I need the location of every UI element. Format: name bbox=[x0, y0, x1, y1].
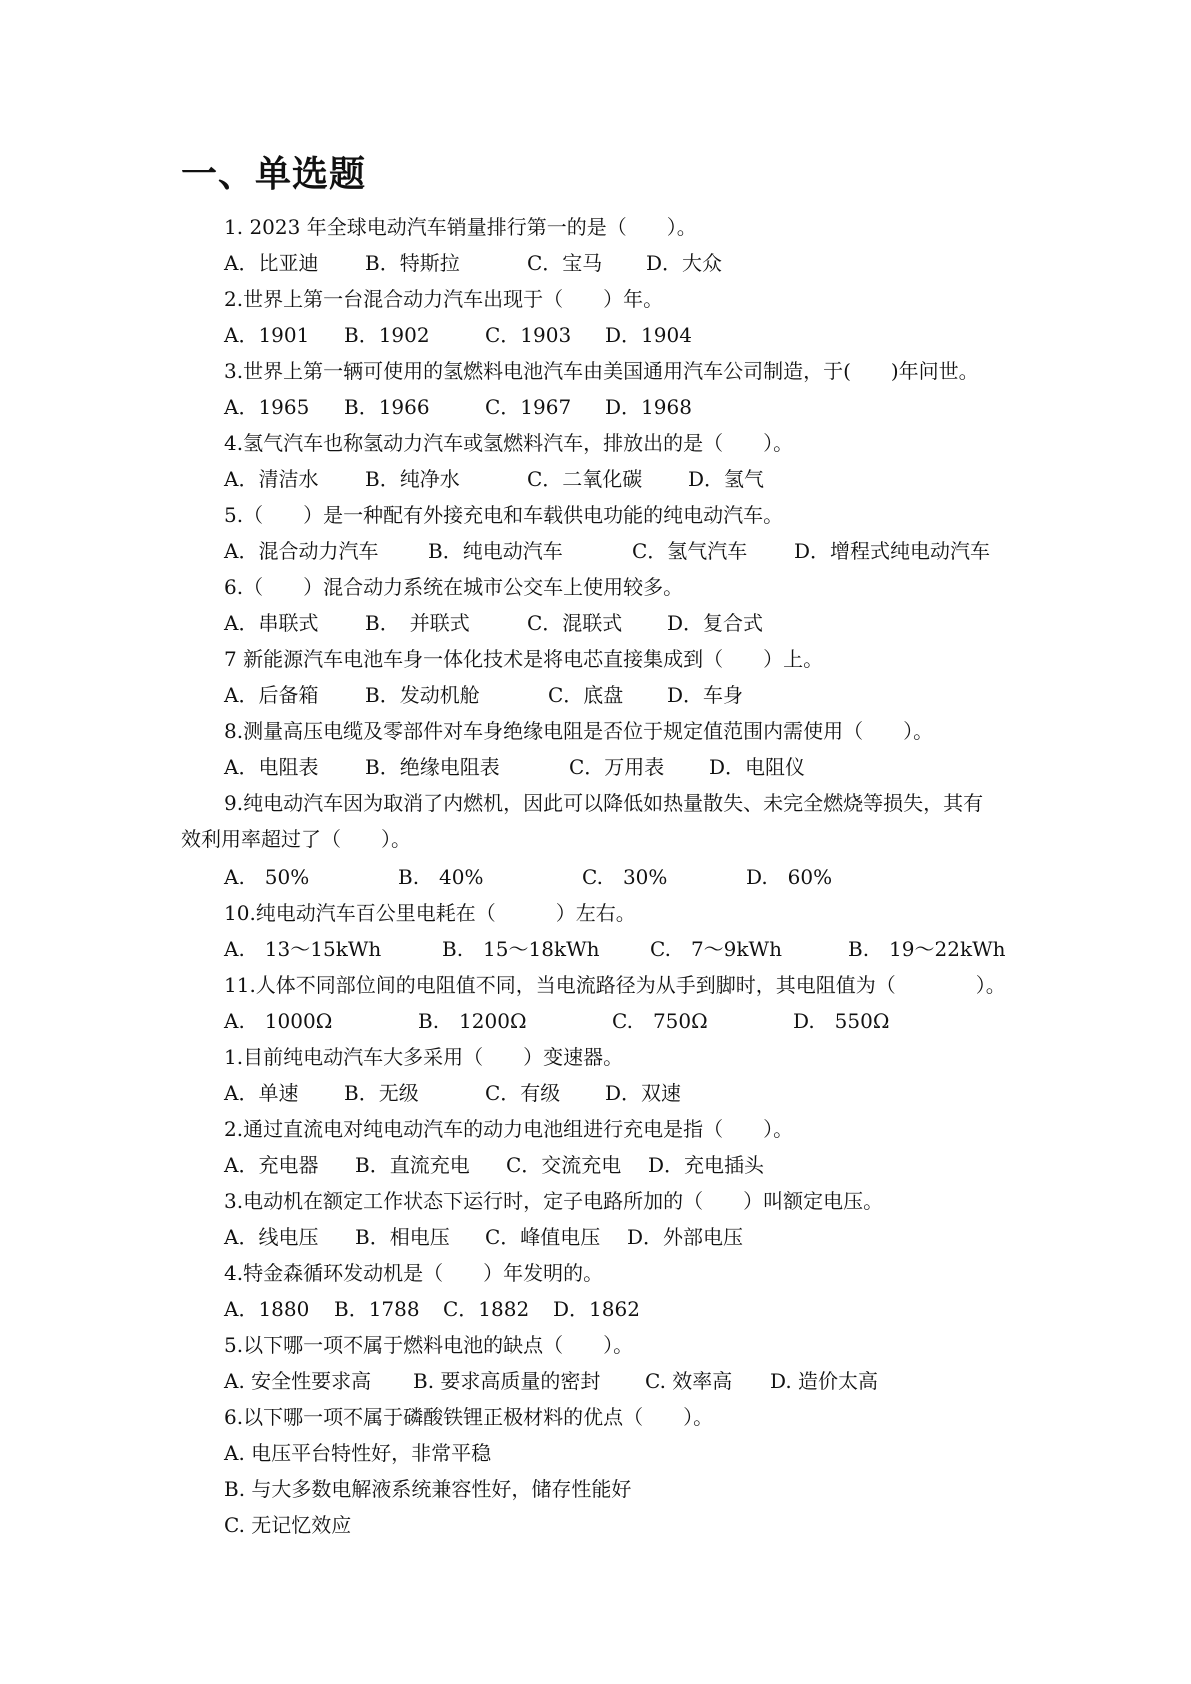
question-11-option-d: D. 550Ω bbox=[793, 1009, 890, 1033]
question-10-option-b: B. 15～18kWh bbox=[442, 937, 600, 961]
question-2-stem: 2.世界上第一台混合动力汽车出现于（ ）年。 bbox=[224, 287, 664, 311]
question-p2-option-d: D．充电插头 bbox=[648, 1153, 765, 1177]
question-6-option-c: C．混联式 bbox=[527, 611, 623, 635]
question-1-option-d: D．大众 bbox=[646, 251, 723, 275]
question-6-option-d: D．复合式 bbox=[667, 611, 764, 635]
question-p3-option-b: B．相电压 bbox=[355, 1225, 450, 1249]
question-p2-stem: 2.通过直流电对纯电动汽车的动力电池组进行充电是指（ ）。 bbox=[224, 1117, 794, 1141]
question-p4-stem: 4.特金森循环发动机是（ ）年发明的。 bbox=[224, 1261, 604, 1285]
question-10-option-d: B. 19～22kWh bbox=[848, 937, 1006, 961]
question-6-option-b: B． 并联式 bbox=[365, 611, 470, 635]
question-p2-option-a: A．充电器 bbox=[224, 1153, 319, 1177]
question-4-option-c: C．二氧化碳 bbox=[527, 467, 643, 491]
question-5-option-c: C．氢气汽车 bbox=[632, 539, 748, 563]
question-1-option-a: A．比亚迪 bbox=[224, 251, 319, 275]
question-1-option-c: C．宝马 bbox=[527, 251, 603, 275]
question-p5-option-a: A. 安全性要求高 bbox=[224, 1369, 372, 1393]
question-8-option-a: A．电阻表 bbox=[224, 755, 319, 779]
question-7-option-d: D．车身 bbox=[667, 683, 744, 707]
question-p3-option-d: D．外部电压 bbox=[627, 1225, 744, 1249]
question-p5-option-b: B. 要求高质量的密封 bbox=[413, 1369, 601, 1393]
question-p1-stem: 1.目前纯电动汽车大多采用（ ）变速器。 bbox=[224, 1045, 624, 1069]
question-3-stem: 3.世界上第一辆可使用的氢燃料电池汽车由美国通用汽车公司制造，于( )年问世。 bbox=[224, 359, 979, 383]
question-9-option-c: C. 30% bbox=[582, 865, 668, 889]
question-p6-option-a: A. 电压平台特性好，非常平稳 bbox=[224, 1441, 492, 1465]
question-p4-option-a: A．1880 bbox=[224, 1297, 310, 1321]
question-7-option-c: C．底盘 bbox=[548, 683, 624, 707]
question-2-option-d: D．1904 bbox=[605, 323, 692, 347]
question-3-option-c: C．1967 bbox=[485, 395, 572, 419]
question-11-option-b: B. 1200Ω bbox=[418, 1009, 527, 1033]
question-4-option-a: A．清洁水 bbox=[224, 467, 319, 491]
question-4-stem: 4.氢气汽车也称氢动力汽车或氢燃料汽车，排放出的是（ ）。 bbox=[224, 431, 794, 455]
question-7-stem: 7 新能源汽车电池车身一体化技术是将电芯直接集成到（ ）上。 bbox=[224, 647, 824, 671]
question-7-option-a: A．后备箱 bbox=[224, 683, 319, 707]
question-5-option-d: D．增程式纯电动汽车 bbox=[794, 539, 991, 563]
question-p6-stem: 6.以下哪一项不属于磷酸铁锂正极材料的优点（ ）。 bbox=[224, 1405, 714, 1429]
question-10-option-a: A. 13～15kWh bbox=[224, 937, 382, 961]
question-1-stem: 1. 2023 年全球电动汽车销量排行第一的是（ ）。 bbox=[224, 215, 697, 239]
question-p4-option-b: B．1788 bbox=[334, 1297, 420, 1321]
question-8-option-d: D．电阻仪 bbox=[709, 755, 806, 779]
question-p6-option-b: B. 与大多数电解液系统兼容性好，储存性能好 bbox=[224, 1477, 632, 1501]
question-p5-stem: 5.以下哪一项不属于燃料电池的缺点（ ）。 bbox=[224, 1333, 634, 1357]
question-4-option-d: D．氢气 bbox=[688, 467, 765, 491]
question-6-option-a: A．串联式 bbox=[224, 611, 319, 635]
question-8-stem: 8.测量高压电缆及零部件对车身绝缘电阻是否位于规定值范围内需使用（ ）。 bbox=[224, 719, 934, 743]
question-p1-option-b: B．无级 bbox=[344, 1081, 419, 1105]
question-p1-option-d: D．双速 bbox=[605, 1081, 682, 1105]
question-p4-option-c: C．1882 bbox=[443, 1297, 530, 1321]
question-11-option-a: A. 1000Ω bbox=[224, 1009, 333, 1033]
question-p3-option-a: A．线电压 bbox=[224, 1225, 319, 1249]
question-p6-option-c: C. 无记忆效应 bbox=[224, 1513, 352, 1537]
question-1-option-b: B．特斯拉 bbox=[365, 251, 460, 275]
question-5-option-b: B．纯电动汽车 bbox=[428, 539, 563, 563]
question-9-stem-line-2: 效利用率超过了（ ）。 bbox=[181, 827, 411, 851]
question-4-option-b: B．纯净水 bbox=[365, 467, 460, 491]
question-p1-option-c: C．有级 bbox=[485, 1081, 561, 1105]
question-7-option-b: B．发动机舱 bbox=[365, 683, 480, 707]
question-6-stem: 6.（ ）混合动力系统在城市公交车上使用较多。 bbox=[224, 575, 684, 599]
question-11-option-c: C. 750Ω bbox=[612, 1009, 708, 1033]
question-p2-option-c: C．交流充电 bbox=[506, 1153, 622, 1177]
question-3-option-d: D．1968 bbox=[605, 395, 692, 419]
question-p5-option-c: C. 效率高 bbox=[645, 1369, 733, 1393]
question-10-option-c: C. 7～9kWh bbox=[650, 937, 782, 961]
question-3-option-a: A．1965 bbox=[224, 395, 310, 419]
question-p3-option-c: C．峰值电压 bbox=[485, 1225, 601, 1249]
question-2-option-a: A．1901 bbox=[224, 323, 310, 347]
question-p1-option-a: A．单速 bbox=[224, 1081, 299, 1105]
question-5-option-a: A．混合动力汽车 bbox=[224, 539, 379, 563]
question-10-stem: 10.纯电动汽车百公里电耗在（ ）左右。 bbox=[224, 901, 636, 925]
question-5-stem: 5.（ ）是一种配有外接充电和车载供电功能的纯电动汽车。 bbox=[224, 503, 784, 527]
question-9-option-b: B. 40% bbox=[398, 865, 484, 889]
section-title: 一、单选题 bbox=[181, 153, 367, 195]
question-2-option-b: B．1902 bbox=[344, 323, 430, 347]
question-3-option-b: B．1966 bbox=[344, 395, 430, 419]
question-9-option-d: D. 60% bbox=[746, 865, 833, 889]
question-p3-stem: 3.电动机在额定工作状态下运行时，定子电路所加的（ ）叫额定电压。 bbox=[224, 1189, 884, 1213]
question-p4-option-d: D．1862 bbox=[553, 1297, 640, 1321]
question-8-option-b: B．绝缘电阻表 bbox=[365, 755, 500, 779]
question-p2-option-b: B．直流充电 bbox=[355, 1153, 470, 1177]
question-9-stem-line-1: 9.纯电动汽车因为取消了内燃机，因此可以降低如热量散失、未完全燃烧等损失，其有 bbox=[224, 791, 984, 815]
question-11-stem: 11.人体不同部位间的电阻值不同，当电流路径为从手到脚时，其电阻值为（ ）。 bbox=[224, 973, 1006, 997]
question-8-option-c: C．万用表 bbox=[569, 755, 665, 779]
question-2-option-c: C．1903 bbox=[485, 323, 572, 347]
question-9-option-a: A. 50% bbox=[224, 865, 310, 889]
question-p5-option-d: D. 造价太高 bbox=[770, 1369, 879, 1393]
